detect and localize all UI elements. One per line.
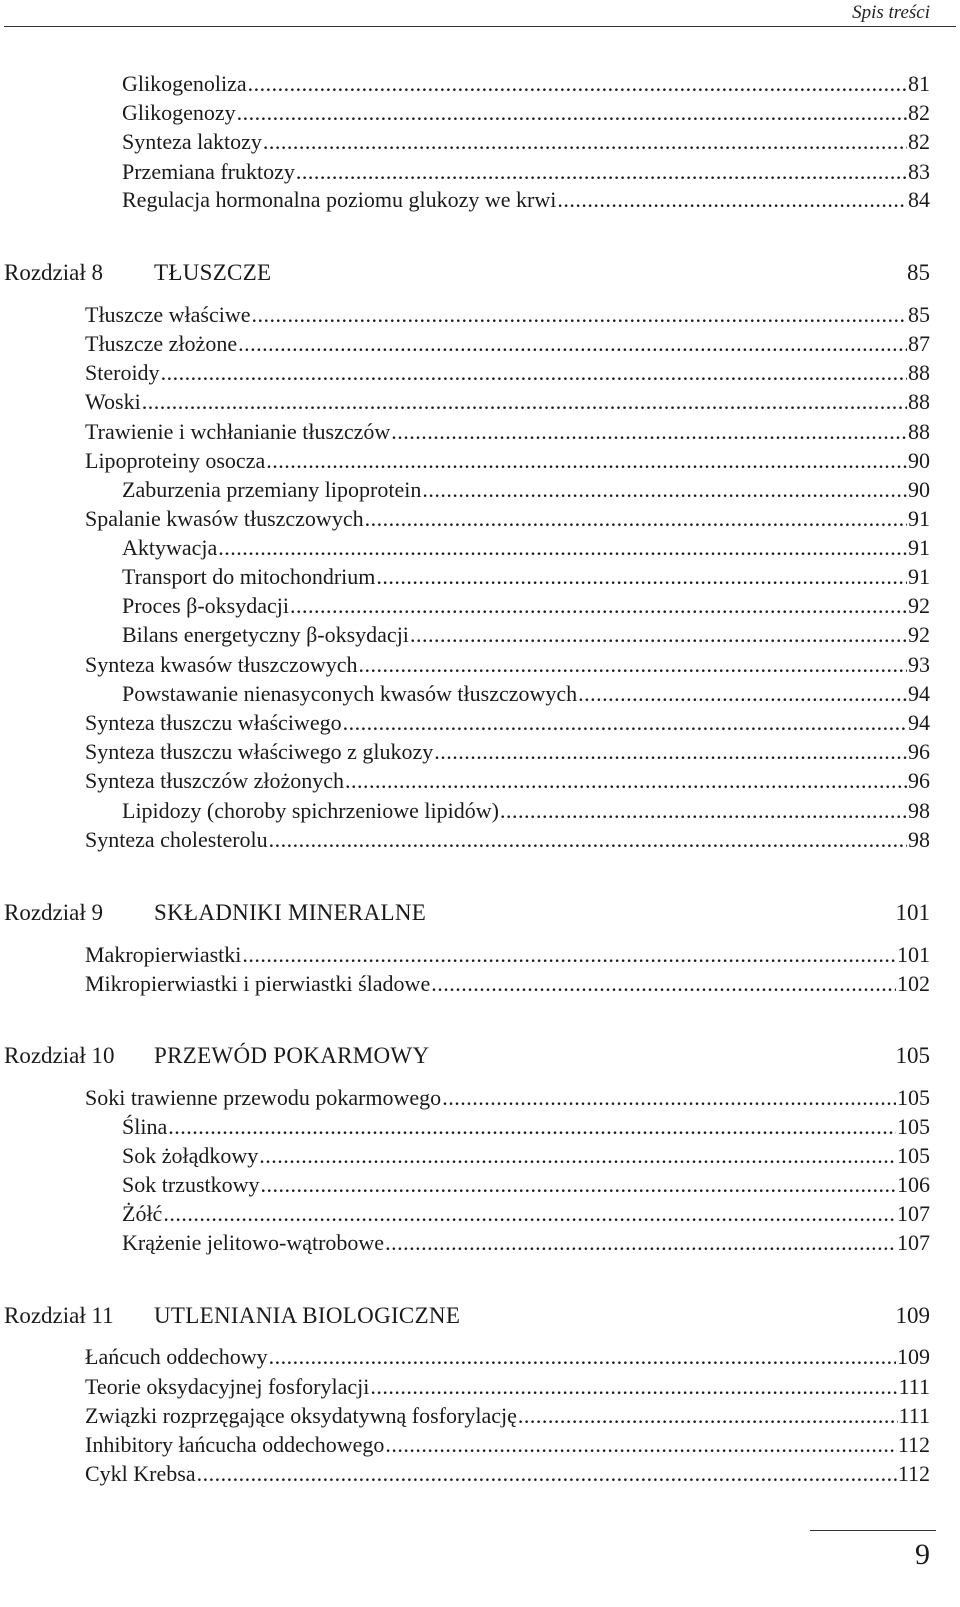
toc-entry-label: Glikogenozy xyxy=(122,100,236,125)
toc-entry xyxy=(122,534,930,562)
toc-entry-page: 82 xyxy=(908,100,930,125)
toc-entry xyxy=(122,621,930,649)
toc-entry-label: Makropierwiastki xyxy=(85,942,242,967)
toc-entry xyxy=(122,797,930,825)
dot-leader xyxy=(197,1460,897,1488)
toc-entry xyxy=(85,1460,930,1488)
toc-entry-label: Związki rozprzęgające oksydatywną fosforylację xyxy=(85,1403,517,1428)
toc-entry xyxy=(122,1200,930,1228)
toc-entry xyxy=(85,941,930,969)
toc-entry xyxy=(85,738,930,766)
toc-entry-label: Soki trawienne przewodu pokarmowego xyxy=(85,1085,442,1110)
toc-entry-page: 112 xyxy=(897,1432,930,1457)
toc-entry-label: Łańcuch oddechowy xyxy=(85,1344,268,1369)
toc-entry xyxy=(122,1142,930,1170)
toc-entry-page: 94 xyxy=(908,710,930,735)
toc-entry-page: 87 xyxy=(908,331,930,356)
toc-entry-page: 82 xyxy=(908,129,930,154)
toc-entry-page: 98 xyxy=(908,827,930,852)
chapter-title: UTLENIANIA BIOLOGICZNE xyxy=(154,1303,461,1328)
toc-entry-page: 88 xyxy=(908,389,930,414)
toc-entry xyxy=(85,447,930,475)
dot-leader xyxy=(238,330,907,358)
dot-leader xyxy=(263,128,907,156)
dot-leader xyxy=(161,359,907,387)
toc-entry-label: Cykl Krebsa xyxy=(85,1461,196,1486)
chapter-number: Rozdział 10 xyxy=(4,1043,115,1068)
toc-entry-page: 94 xyxy=(908,681,930,706)
chapter-page: 101 xyxy=(895,900,930,925)
chapter-number: Rozdział 9 xyxy=(4,900,103,925)
dot-leader xyxy=(370,1373,897,1401)
toc-entry xyxy=(122,1229,930,1257)
toc-entry-label: Krążenie jelitowo-wątrobowe xyxy=(122,1230,385,1255)
dot-leader xyxy=(259,1142,896,1170)
toc-entry xyxy=(122,186,930,214)
toc-entry-label: Woski xyxy=(85,389,141,414)
toc-entry xyxy=(85,505,930,533)
dot-leader xyxy=(376,563,907,591)
dot-leader xyxy=(365,505,907,533)
toc-entry-label: Tłuszcze właściwe xyxy=(85,302,251,327)
chapter-title: TŁUSZCZE xyxy=(154,260,272,285)
dot-leader xyxy=(385,1431,896,1459)
toc-entry-label: Lipoproteiny osocza xyxy=(85,448,266,473)
toc-entry-label: Glikogenoliza xyxy=(122,71,247,96)
chapter-heading xyxy=(4,1301,930,1331)
toc-entry-page: 98 xyxy=(908,798,930,823)
running-head: Spis treści xyxy=(852,2,930,23)
toc-entry-label: Synteza cholesterolu xyxy=(85,827,268,852)
toc-entry-page: 83 xyxy=(908,159,930,184)
toc-entry-page: 102 xyxy=(897,971,930,996)
toc-entry-page: 93 xyxy=(908,652,930,677)
toc-entry xyxy=(85,359,930,387)
toc-entry xyxy=(85,418,930,446)
dot-leader xyxy=(500,797,907,825)
footer-rule xyxy=(810,1530,936,1531)
toc-entry-label: Synteza tłuszczu właściwego z glukozy xyxy=(85,739,434,764)
toc-entry xyxy=(122,1113,930,1141)
toc-entry-page: 107 xyxy=(897,1201,930,1226)
dot-leader xyxy=(242,941,896,969)
dot-leader xyxy=(422,476,907,504)
toc-entry xyxy=(85,826,930,854)
toc-entry-label: Lipidozy (choroby spichrzeniowe lipidów) xyxy=(122,798,499,823)
toc-entry-label: Proces β-oksydacji xyxy=(122,593,289,618)
dot-leader xyxy=(434,738,907,766)
toc-entry xyxy=(122,158,930,186)
toc-entry xyxy=(85,1402,930,1430)
dot-leader xyxy=(410,621,907,649)
chapter-heading xyxy=(4,898,930,928)
chapter-number: Rozdział 11 xyxy=(4,1303,114,1328)
toc-entry-page: 85 xyxy=(908,302,930,327)
toc-entry-page: 96 xyxy=(908,768,930,793)
toc-entry-page: 109 xyxy=(897,1344,930,1369)
toc-entry-label: Żółć xyxy=(122,1201,163,1226)
toc-entry-page: 92 xyxy=(908,593,930,618)
toc-entry xyxy=(122,70,930,98)
toc-entry-label: Przemiana fruktozy xyxy=(122,159,295,184)
toc-entry-label: Synteza tłuszczów złożonych xyxy=(85,768,345,793)
toc-entry-page: 105 xyxy=(897,1114,930,1139)
dot-leader xyxy=(269,1343,896,1371)
toc-entry xyxy=(85,709,930,737)
toc-entry-label: Synteza kwasów tłuszczowych xyxy=(85,652,358,677)
toc-entry-label: Regulacja hormonalna poziomu glukozy we krwi xyxy=(122,187,557,212)
toc-entry-label: Mikropierwiastki i pierwiastki śladowe xyxy=(85,971,431,996)
toc-entry-page: 111 xyxy=(898,1403,930,1428)
toc-entry-label: Inhibitory łańcucha oddechowego xyxy=(85,1432,385,1457)
toc-entry-page: 105 xyxy=(897,1143,930,1168)
dot-leader xyxy=(578,680,907,708)
toc-entry-label: Transport do mitochondrium xyxy=(122,564,376,589)
toc-entry xyxy=(85,1431,930,1459)
dot-leader xyxy=(252,301,907,329)
toc-entry xyxy=(85,651,930,679)
dot-leader xyxy=(358,651,907,679)
dot-leader xyxy=(557,186,907,214)
toc-entry-page: 81 xyxy=(908,71,930,96)
dot-leader xyxy=(442,1084,896,1112)
toc-entry-label: Tłuszcze złożone xyxy=(85,331,238,356)
toc-entry-label: Spalanie kwasów tłuszczowych xyxy=(85,506,364,531)
toc-entry-page: 106 xyxy=(897,1172,930,1197)
chapter-title: PRZEWÓD POKARMOWY xyxy=(154,1043,430,1068)
dot-leader xyxy=(290,592,907,620)
toc-entry-page: 91 xyxy=(908,506,930,531)
toc-entry-label: Bilans energetyczny β-oksydacji xyxy=(122,622,409,647)
dot-leader xyxy=(168,1113,896,1141)
toc-entry-label: Sok trzustkowy xyxy=(122,1172,260,1197)
toc-entry xyxy=(85,1084,930,1112)
toc-entry-page: 88 xyxy=(908,419,930,444)
dot-leader xyxy=(261,1171,897,1199)
toc-entry-page: 105 xyxy=(897,1085,930,1110)
dot-leader xyxy=(142,388,907,416)
page-number: 9 xyxy=(915,1538,930,1571)
chapter-page: 85 xyxy=(907,260,930,285)
toc-entry-label: Trawienie i wchłanianie tłuszczów xyxy=(85,419,391,444)
dot-leader xyxy=(237,99,907,127)
toc-entry-label: Zaburzenia przemiany lipoprotein xyxy=(122,477,422,502)
dot-leader xyxy=(248,70,907,98)
chapter-page: 105 xyxy=(895,1043,930,1068)
chapter-title: SKŁADNIKI MINERALNE xyxy=(154,900,427,925)
toc-entry-label: Powstawanie nienasyconych kwasów tłuszczowych xyxy=(122,681,578,706)
toc-entry-page: 112 xyxy=(897,1461,930,1486)
toc-entry-label: Synteza laktozy xyxy=(122,129,262,154)
toc-entry xyxy=(85,388,930,416)
toc-entry xyxy=(85,301,930,329)
toc-entry-page: 91 xyxy=(908,564,930,589)
toc-entry xyxy=(85,330,930,358)
toc-entry-label: Steroidy xyxy=(85,360,160,385)
toc-entry xyxy=(122,592,930,620)
toc-entry xyxy=(85,767,930,795)
toc-entry-page: 90 xyxy=(908,477,930,502)
dot-leader xyxy=(391,418,907,446)
dot-leader xyxy=(269,826,907,854)
toc-entry-page: 92 xyxy=(908,622,930,647)
toc-entry xyxy=(122,99,930,127)
dot-leader xyxy=(296,158,907,186)
toc-entry-label: Aktywacja xyxy=(122,535,218,560)
toc-entry-label: Sok żołądkowy xyxy=(122,1143,259,1168)
chapter-heading xyxy=(4,258,930,288)
dot-leader xyxy=(266,447,907,475)
dot-leader xyxy=(518,1402,898,1430)
toc-entry xyxy=(85,1373,930,1401)
toc-entry xyxy=(122,563,930,591)
toc-entry-label: Teorie oksydacyjnej fosforylacji xyxy=(85,1374,370,1399)
toc-entry-label: Ślina xyxy=(122,1114,168,1139)
toc-entry xyxy=(122,128,930,156)
toc-entry-page: 101 xyxy=(897,942,930,967)
toc-entry-page: 84 xyxy=(908,187,930,212)
chapter-page: 109 xyxy=(895,1303,930,1328)
toc-entry-page: 90 xyxy=(908,448,930,473)
toc-entry-page: 107 xyxy=(897,1230,930,1255)
toc-entry xyxy=(85,970,930,998)
toc-entry-page: 88 xyxy=(908,360,930,385)
dot-leader xyxy=(385,1229,896,1257)
toc-entry xyxy=(85,1343,930,1371)
toc-entry-page: 96 xyxy=(908,739,930,764)
dot-leader xyxy=(218,534,907,562)
dot-leader xyxy=(345,767,907,795)
dot-leader xyxy=(343,709,907,737)
toc-entry xyxy=(122,476,930,504)
chapter-heading xyxy=(4,1041,930,1071)
toc-entry xyxy=(122,1171,930,1199)
toc-entry-label: Synteza tłuszczu właściwego xyxy=(85,710,342,735)
toc-entry xyxy=(122,680,930,708)
toc-entry-page: 111 xyxy=(898,1374,930,1399)
chapter-number: Rozdział 8 xyxy=(4,260,103,285)
dot-leader xyxy=(163,1200,896,1228)
toc-entry-page: 91 xyxy=(908,535,930,560)
dot-leader xyxy=(431,970,896,998)
